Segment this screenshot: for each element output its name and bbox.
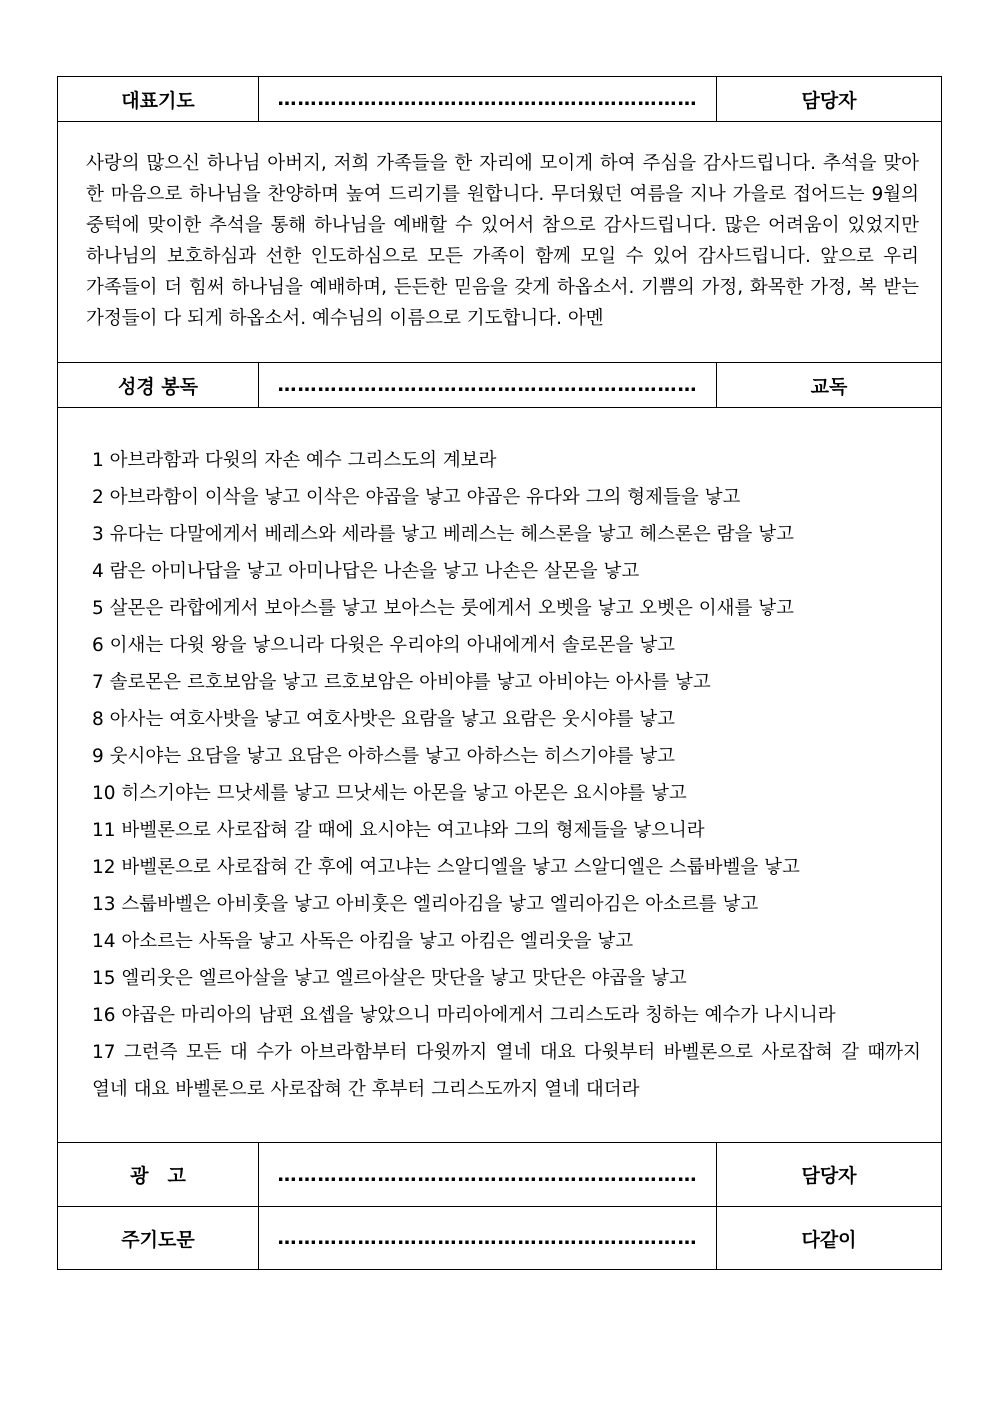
prayer-dots: ……………………………………………………… bbox=[259, 77, 717, 122]
announce-dots: ……………………………………………………… bbox=[259, 1143, 717, 1207]
verse-line: 6 이새는 다윗 왕을 낳으니라 다윗은 우리야의 아내에게서 솔로몬을 낳고 bbox=[92, 635, 675, 656]
reading-header-row bbox=[58, 363, 942, 408]
verse-line: 11 바벨론으로 사로잡혀 갈 때에 요시야는 여고냐와 그의 형제들을 낳으니라 bbox=[92, 820, 705, 841]
prayer-text: 사랑의 많으신 하나님 아버지, 저희 가족들을 한 자리에 모이게 하여 주심을 감사드립니다. 추석을 맞아 한 마음으로 하나님을 찬양하며 높여 드리기를 원합니다. 무더웠던 여름을 지나 가을로 접어드는 9월의 중턱에 맞이한 추석을 통해 하나님을 예배할 수 있어서 참으로 감사드립니다. 많은 어려움이 있었지만 하나님의 보호하심과 선한 인도하심으로 모든 가족이 함께 모일 수 있어 감사드립니다. 앞으로 우리 가족들이 더 힘써 하나님을 예배하며, 든든한 믿음을 갖게 하옵소서. 기쁨의 가정, 화목한 가정, 복 받는 가정들이 다 되게 하옵소서. 예수님의 이름으로 기도합니다. 아멘 bbox=[58, 122, 942, 363]
verse-line: 9 웃시야는 요담을 낳고 요담은 아하스를 낳고 아하스는 히스기야를 낳고 bbox=[92, 746, 675, 767]
verse-line: 7 솔로몬은 르호보암을 낳고 르호보암은 아비야를 낳고 아비야는 아사를 낳고 bbox=[92, 672, 711, 693]
verse-line: 8 아사는 여호사밧을 낳고 여호사밧은 요람을 낳고 요람은 웃시야를 낳고 bbox=[92, 709, 675, 730]
prayer-role: 담당자 bbox=[717, 77, 942, 122]
reading-label: 성경 봉독 bbox=[58, 363, 259, 408]
prayer-label: 대표기도 bbox=[58, 77, 259, 122]
verse-line: 5 살몬은 라합에게서 보아스를 낳고 보아스는 룻에게서 오벳을 낳고 오벳은 이새를 낳고 bbox=[92, 598, 794, 619]
verse-line: 16 야곱은 마리아의 남편 요셉을 낳았으니 마리아에게서 그리스도라 칭하는 예수가 나시니라 bbox=[92, 1005, 836, 1026]
prayer-header-row bbox=[58, 77, 942, 122]
verse-line: 15 엘리웃은 엘르아살을 낳고 엘르아살은 맛단을 낳고 맛단은 야곱을 낳고 bbox=[92, 968, 687, 989]
verse-line: 14 아소르는 사독을 낳고 사독은 아킴을 낳고 아킴은 엘리웃을 낳고 bbox=[92, 931, 634, 952]
verse-line: 3 유다는 다말에게서 베레스와 세라를 낳고 베레스는 헤스론을 낳고 헤스론은 람을 낳고 bbox=[92, 524, 794, 545]
lords-prayer-role: 다같이 bbox=[717, 1207, 942, 1270]
verse-line: 12 바벨론으로 사로잡혀 간 후에 여고냐는 스알디엘을 낳고 스알디엘은 스룹바벨을 낳고 bbox=[92, 857, 800, 878]
scripture-text bbox=[58, 408, 942, 1143]
verse-line: 13 스룹바벨은 아비훗을 낳고 아비훗은 엘리아김을 낳고 엘리아김은 아소르를 낳고 bbox=[92, 894, 759, 915]
reading-role: 교독 bbox=[717, 363, 942, 408]
reading-dots: ……………………………………………………… bbox=[259, 363, 717, 408]
verse-line: 4 람은 아미나답을 낳고 아미나답은 나손을 낳고 나손은 살몬을 낳고 bbox=[92, 561, 640, 582]
worship-order-table bbox=[57, 76, 942, 1270]
announce-label: 광 고 bbox=[58, 1143, 259, 1207]
announce-row bbox=[58, 1143, 942, 1207]
verse-line: 10 히스기야는 므낫세를 낳고 므낫세는 아몬을 낳고 아몬은 요시야를 낳고 bbox=[92, 783, 687, 804]
verse-line: 2 아브라함이 이삭을 낳고 이삭은 야곱을 낳고 야곱은 유다와 그의 형제들을 낳고 bbox=[92, 487, 741, 508]
lords-prayer-label: 주기도문 bbox=[58, 1207, 259, 1270]
lords-prayer-dots: ……………………………………………………… bbox=[259, 1207, 717, 1270]
verse-line: 17 그런즉 모든 대 수가 아브라함부터 다윗까지 열네 대요 다윗부터 바벨론으로 사로잡혀 갈 때까지 열네 대요 바벨론으로 사로잡혀 간 후부터 그리스도까지 열네 대더라 bbox=[92, 1042, 921, 1100]
lords-prayer-row bbox=[58, 1207, 942, 1270]
verse-line: 1 아브라함과 다윗의 자손 예수 그리스도의 계보라 bbox=[92, 450, 497, 471]
announce-role: 담당자 bbox=[717, 1143, 942, 1207]
